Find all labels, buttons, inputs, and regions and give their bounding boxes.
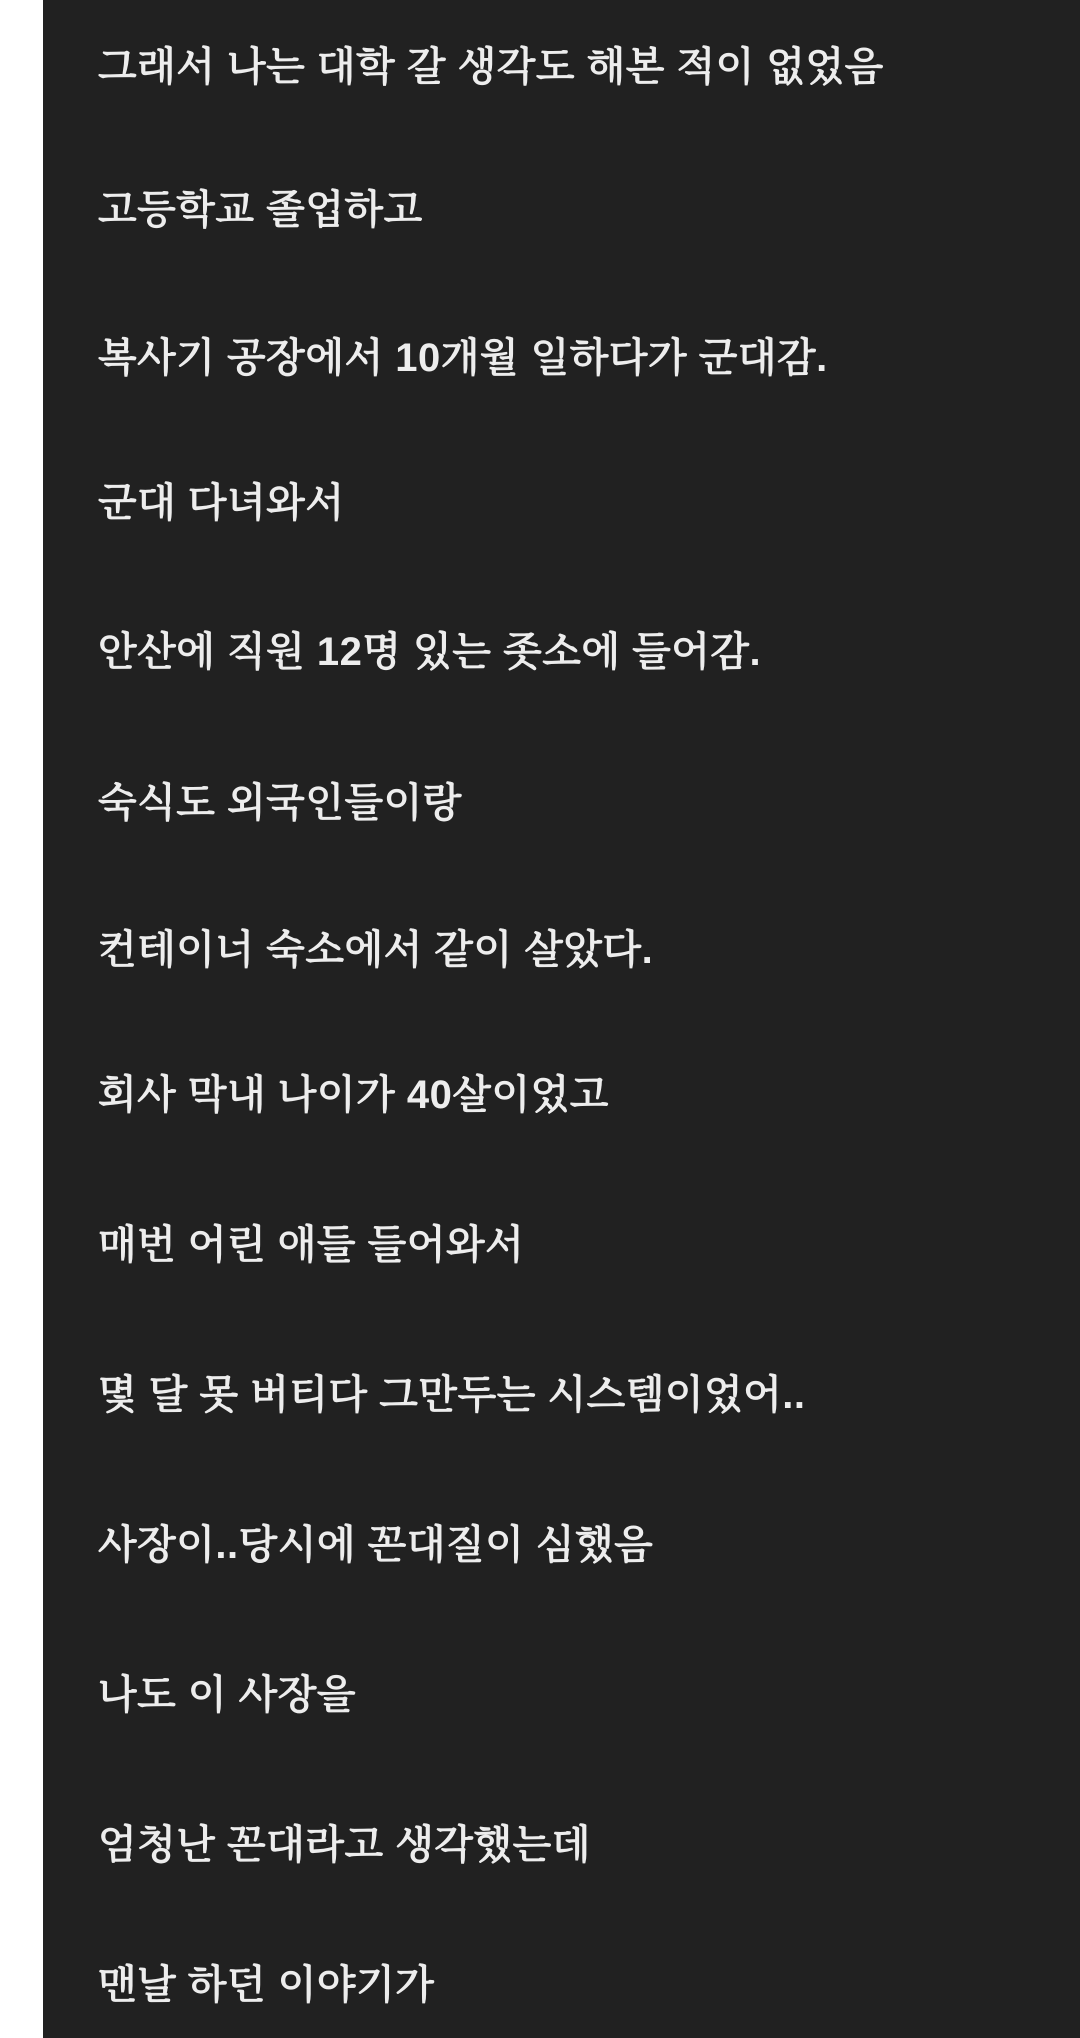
post-body	[43, 0, 1080, 2038]
text-line: 매번 어린 애들 들어와서	[98, 1223, 525, 1267]
text-line: 군대 다녀와서	[98, 481, 345, 525]
text-line: 맨날 하던 이야기가	[98, 1963, 435, 2007]
page-left-margin	[0, 0, 43, 2038]
text-line: 몇 달 못 버티다 그만두는 시스템이었어..	[98, 1373, 806, 1417]
text-line: 복사기 공장에서 10개월 일하다가 군대감.	[98, 336, 828, 380]
text-line: 컨테이너 숙소에서 같이 살았다.	[98, 928, 654, 972]
text-line: 나도 이 사장을	[98, 1673, 357, 1717]
text-line: 그래서 나는 대학 갈 생각도 해본 적이 없었음	[98, 45, 884, 89]
text-line: 회사 막내 나이가 40살이었고	[98, 1073, 609, 1117]
text-line: 고등학교 졸업하고	[98, 188, 423, 232]
text-line: 사장이..당시에 꼰대질이 심했음	[98, 1523, 654, 1567]
text-line: 숙식도 외국인들이랑	[98, 781, 462, 825]
text-line: 엄청난 꼰대라고 생각했는데	[98, 1823, 591, 1867]
text-line: 안산에 직원 12명 있는 좃소에 들어감.	[98, 630, 762, 674]
